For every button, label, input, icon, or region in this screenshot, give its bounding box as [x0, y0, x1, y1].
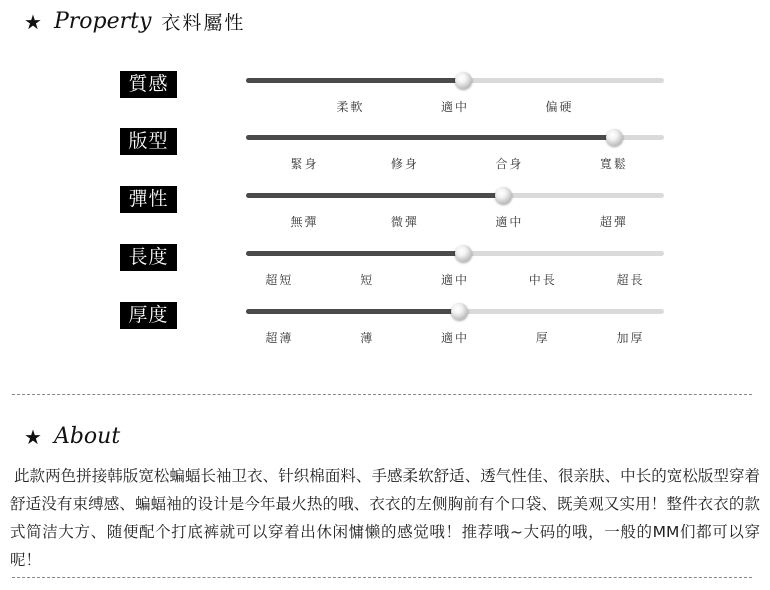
- slider-tick-label: 寬鬆: [599, 157, 628, 171]
- slider-tick-label: 合身: [495, 157, 524, 171]
- slider-tick-label: 適中: [495, 215, 524, 229]
- slider-track[interactable]: [246, 78, 664, 114]
- slider-tick-label: 修身: [390, 157, 419, 171]
- slider-tick-label: 適中: [440, 273, 470, 287]
- about-heading: [24, 424, 120, 449]
- slider-label: 厚度: [120, 302, 177, 329]
- divider-top: [12, 394, 752, 395]
- slider-row: [0, 302, 770, 352]
- slider-knob[interactable]: [451, 303, 468, 320]
- divider-bottom: [12, 577, 752, 578]
- star-icon: ★: [24, 424, 42, 449]
- slider-tick-label: 無彈: [290, 215, 319, 229]
- slider-label: 彈性: [120, 186, 177, 213]
- slider-tick-label: 超彈: [599, 215, 628, 229]
- slider-tick-label: 偏硬: [545, 100, 574, 114]
- property-title-en: Property: [53, 9, 152, 34]
- slider-knob[interactable]: [455, 245, 472, 262]
- slider-tick-label: 超短: [265, 273, 294, 287]
- slider-tick-label: 超薄: [265, 331, 294, 345]
- slider-fill: [246, 251, 463, 256]
- slider-label: 質感: [120, 71, 177, 98]
- slider-tick-label: 緊身: [290, 157, 319, 171]
- slider-label: 版型: [120, 128, 177, 155]
- slider-row: [0, 244, 770, 294]
- slider-row: [0, 186, 770, 236]
- slider-tick-label: 微彈: [390, 215, 419, 229]
- about-title: About: [53, 424, 121, 449]
- slider-row: [0, 128, 770, 178]
- slider-row: [0, 71, 770, 121]
- slider-track[interactable]: [246, 193, 664, 229]
- slider-tick-label: 超長: [616, 273, 645, 287]
- slider-fill: [246, 135, 614, 140]
- slider-tick-label: 加厚: [616, 331, 645, 345]
- slider-fill: [246, 193, 503, 198]
- slider-track[interactable]: [246, 135, 664, 171]
- slider-fill: [246, 309, 459, 314]
- slider-tick-label: 短: [360, 273, 375, 287]
- slider-fill: [246, 78, 463, 83]
- slider-tick-label: 柔軟: [336, 100, 365, 114]
- star-icon: ★: [24, 9, 42, 34]
- slider-knob[interactable]: [455, 72, 472, 89]
- about-description: 此款两色拼接韩版宽松蝙蝠长袖卫衣、针织棉面料、手感柔软舒适、透气性佳、很亲肤、中长的宽松版型穿着舒适没有束缚感、蝙蝠袖的设计是今年最火热的哦、衣衣的左侧胸前有个口袋、既美观又实用！整件衣衣的款式简洁大方、随便配个打底裤就可以穿着出休闲慵懒的感觉哦！推荐哦~大码的哦，一般的MM们都可以穿呢！: [10, 467, 760, 569]
- property-title-cn: 衣料屬性: [161, 12, 246, 34]
- slider-tick-label: 適中: [440, 100, 470, 114]
- slider-track[interactable]: [246, 251, 664, 287]
- slider-label: 長度: [120, 244, 177, 271]
- property-heading: [24, 8, 245, 35]
- slider-knob[interactable]: [495, 187, 512, 204]
- slider-knob[interactable]: [606, 129, 623, 146]
- slider-tick-label: 薄: [360, 331, 375, 345]
- slider-tick-label: 中長: [528, 273, 557, 287]
- slider-tick-label: 厚: [535, 331, 550, 345]
- slider-track[interactable]: [246, 309, 664, 345]
- slider-tick-label: 適中: [440, 331, 470, 345]
